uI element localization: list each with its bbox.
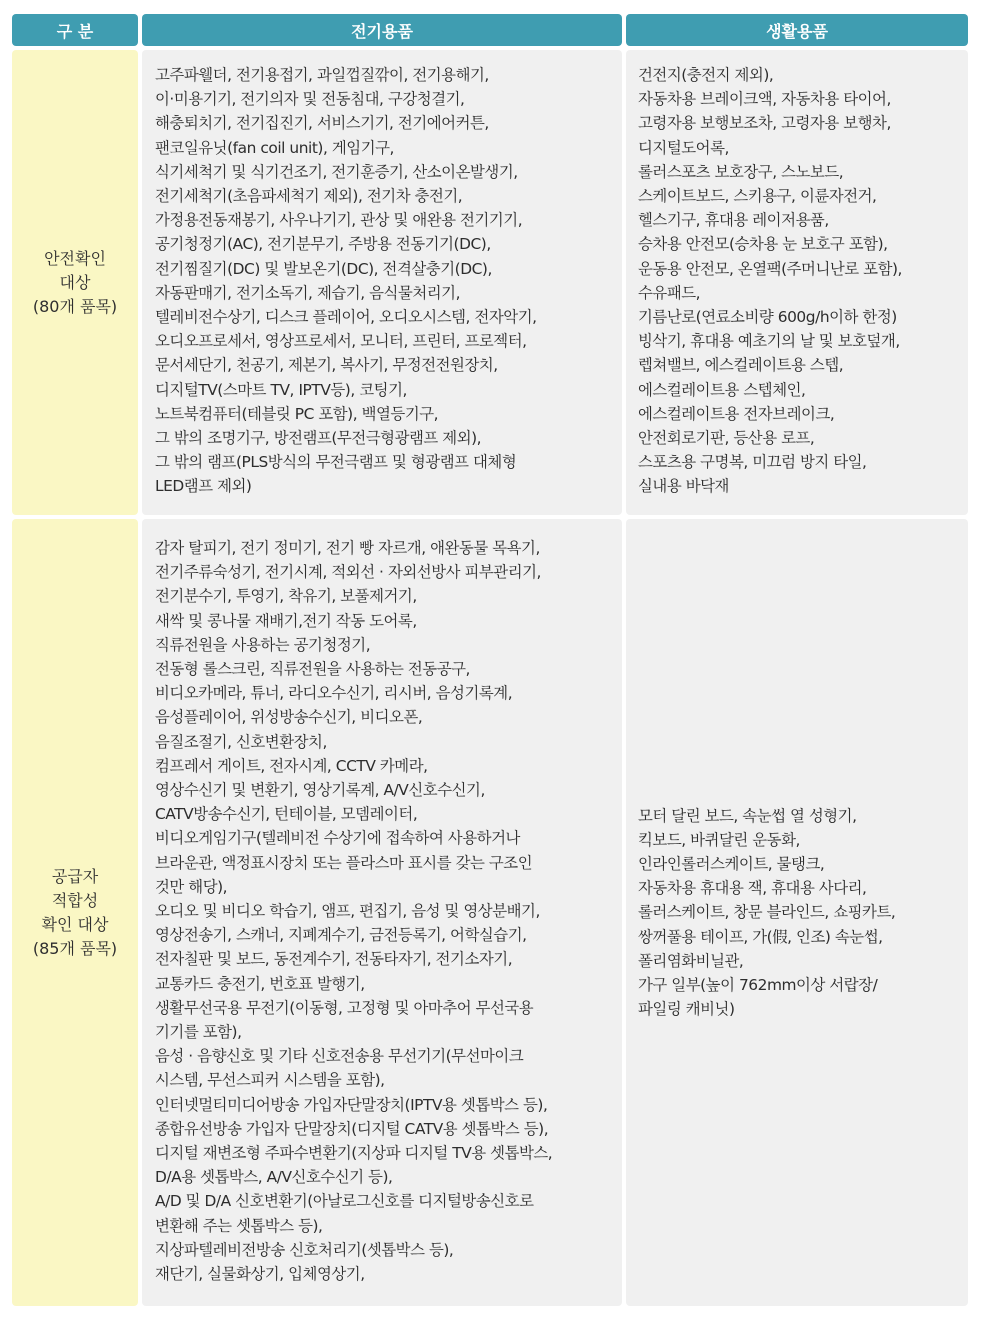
- electrical-item-line: 변환해 주는 셋톱박스 등),: [155, 1216, 323, 1235]
- living-item-line: 빙삭기, 휴대용 예초기의 날 및 보호덮개,: [638, 332, 900, 351]
- electrical-item-line: 고주파웰더, 전기용접기, 과일껍질깎이, 전기용해기,: [155, 66, 489, 84]
- living-item-line: 롤러스포츠 보호장구, 스노보드,: [638, 162, 844, 181]
- electrical-item-line: 컴프레서 게이트, 전자시계, CCTV 카메라,: [155, 756, 428, 775]
- electrical-item-line: 팬코일유닛(fan coil unit), 게임기구,: [155, 138, 394, 157]
- header-category: 구 분: [12, 14, 138, 46]
- electrical-item-line: 감자 탈피기, 전기 정미기, 전기 빵 자르개, 애완동물 목욕기,: [155, 539, 540, 557]
- electrical-item-line: CATV방송수신기, 턴테이블, 모뎀레이터,: [155, 805, 418, 824]
- electrical-item-line: 인터넷멀티미디어방송 가입자단말장치(IPTV용 셋톱박스 등),: [155, 1095, 548, 1114]
- electrical-item-line: 비디오카메라, 튜너, 라디오수신기, 리시버, 음성기록계,: [155, 684, 513, 703]
- electrical-item-line: 전자칠판 및 보드, 동전계수기, 전동타자기, 전기소자기,: [155, 950, 513, 969]
- electrical-item-line: 전기세척기(초음파세척기 제외), 전기차 충전기,: [155, 187, 463, 206]
- category-line: 확인 대상: [41, 914, 109, 934]
- electrical-item-line: 디지털 재변조형 주파수변환기(지상파 디지털 TV용 셋톱박스,: [155, 1144, 553, 1163]
- electrical-item-line: 브라운관, 액정표시장치 또는 플라스마 표시를 갖는 구조인: [155, 853, 533, 872]
- electrical-item-line: 음질조절기, 신호변환장치,: [155, 732, 327, 751]
- living-item-line: 킥보드, 바퀴달린 운동화,: [638, 830, 800, 849]
- safety-confirmation-electrical-list: [142, 50, 622, 515]
- product-category-table: [12, 14, 968, 1306]
- living-item-line: 자동차용 휴대용 잭, 휴대용 사다리,: [638, 879, 867, 898]
- electrical-item-line: 기기를 포함),: [155, 1023, 242, 1042]
- living-item-line: 렙쳐밸브, 에스컬레이트용 스텝,: [638, 356, 844, 375]
- living-item-line: 운동용 안전모, 온열팩(주머니난로 포함),: [638, 259, 902, 278]
- electrical-item-line: 문서세단기, 천공기, 제본기, 복사기, 무정전전원장치,: [155, 356, 498, 375]
- electrical-item-line: 디지털TV(스마트 TV, IPTV등), 코팅기,: [155, 380, 407, 399]
- living-item-line: 롤러스케이트, 창문 블라인드, 쇼핑카트,: [638, 903, 896, 922]
- living-item-line: 안전회로기판, 등산용 로프,: [638, 429, 815, 448]
- header-electrical-products: 전기용품: [142, 14, 622, 46]
- electrical-item-line: 텔레비전수상기, 디스크 플레이어, 오디오시스템, 전자악기,: [155, 308, 537, 327]
- living-item-line: 건전지(충전지 제외),: [638, 66, 774, 84]
- electrical-item-line: 비디오게임기구(텔레비전 수상기에 접속하여 사용하거나: [155, 829, 520, 848]
- electrical-item-line: 전기주류숙성기, 전기시계, 적외선 · 자외선방사 피부관리기,: [155, 563, 541, 582]
- supplier-conformity-electrical-list: [142, 519, 622, 1306]
- electrical-item-line: 시스템, 무선스피커 시스템을 포함),: [155, 1071, 385, 1090]
- category-line: 대상: [59, 272, 91, 292]
- living-item-line: 수유패드,: [638, 283, 701, 302]
- electrical-item-line: 음성플레이어, 위성방송수신기, 비디오폰,: [155, 708, 423, 727]
- living-item-line: 기름난로(연료소비량 600g/h이하 한정): [638, 308, 897, 327]
- living-item-line: 폴리염화비닐관,: [638, 951, 744, 970]
- living-item-line: 쌍꺼풀용 테이프, 가(假, 인조) 속눈썹,: [638, 927, 883, 946]
- living-item-line: 가구 일부(높이 762mm이상 서랍장/: [638, 976, 878, 994]
- electrical-item-line: 것만 해당),: [155, 877, 228, 896]
- category-supplier-conformity: [12, 519, 138, 1306]
- header-living-products: 생활용품: [626, 14, 968, 46]
- electrical-item-line: 직류전원을 사용하는 공기청정기,: [155, 635, 371, 654]
- electrical-item-line: D/A용 셋톱박스, A/V신호수신기 등),: [155, 1168, 393, 1187]
- living-item-line: 자동차용 브레이크액, 자동차용 타이어,: [638, 90, 891, 109]
- category-safety-confirmation: [12, 50, 138, 515]
- living-item-line: 승차용 안전모(승차용 눈 보호구 포함),: [638, 235, 888, 254]
- electrical-item-line: 오디오프로세서, 영상프로세서, 모니터, 프린터, 프로젝터,: [155, 332, 527, 351]
- electrical-item-line: 가정용전동재봉기, 사우나기기, 관상 및 애완용 전기기기,: [155, 211, 523, 230]
- electrical-item-line: 교통카드 충전기, 번호표 발행기,: [155, 974, 365, 993]
- living-item-line: 스포츠용 구명복, 미끄럼 방지 타일,: [638, 453, 867, 472]
- category-line: 공급자: [51, 866, 99, 886]
- category-line: (80개 품목): [32, 296, 118, 316]
- electrical-item-line: 노트북컴퓨터(테블릿 PC 포함), 백열등기구,: [155, 404, 439, 423]
- electrical-item-line: 전기찜질기(DC) 및 발보온기(DC), 전격살충기(DC),: [155, 259, 492, 278]
- living-item-line: 파일링 캐비닛): [638, 1000, 735, 1019]
- electrical-item-line: 공기청정기(AC), 전기분무기, 주방용 전동기기(DC),: [155, 235, 491, 254]
- safety-confirmation-living-list: [626, 50, 968, 515]
- living-item-line: 실내용 바닥재: [638, 477, 729, 496]
- electrical-item-line: 이·미용기기, 전기의자 및 전동침대, 구강청결기,: [155, 90, 465, 109]
- category-line: 안전확인: [44, 248, 106, 268]
- supplier-conformity-living-list: [626, 519, 968, 1306]
- living-item-line: 고령자용 보행보조차, 고령자용 보행차,: [638, 114, 891, 133]
- electrical-item-line: A/D 및 D/A 신호변환기(아날로그신호를 디지털방송신호로: [155, 1192, 534, 1211]
- electrical-item-line: 그 밖의 조명기구, 방전램프(무전극형광램프 제외),: [155, 429, 482, 448]
- electrical-item-line: 오디오 및 비디오 학습기, 앰프, 편집기, 음성 및 영상분배기,: [155, 902, 540, 921]
- living-item-line: 에스컬레이트용 전자브레이크,: [638, 404, 835, 423]
- living-item-line: 에스컬레이트용 스텝체인,: [638, 380, 806, 399]
- electrical-item-line: 영상수신기 및 변환기, 영상기록계, A/V신호수신기,: [155, 781, 485, 800]
- electrical-item-line: 전동형 롤스크린, 직류전원을 사용하는 전동공구,: [155, 660, 471, 679]
- living-item-line: 인라인롤러스케이트, 물탱크,: [638, 854, 825, 873]
- electrical-item-line: 영상전송기, 스캐너, 지폐계수기, 금전등록기, 어학실습기,: [155, 926, 527, 945]
- electrical-item-line: 해충퇴치기, 전기집진기, 서비스기기, 전기에어커튼,: [155, 114, 489, 133]
- living-item-line: 모터 달린 보드, 속눈썹 열 성형기,: [638, 806, 857, 825]
- electrical-item-line: 음성 · 음향신호 및 기타 신호전송용 무선기기(무선마이크: [155, 1047, 524, 1066]
- electrical-item-line: 생활무선국용 무전기(이동형, 고정형 및 아마추어 무선국용: [155, 998, 534, 1017]
- electrical-item-line: LED램프 제외): [155, 477, 252, 496]
- electrical-item-line: 새싹 및 콩나물 재배기,전기 작동 도어록,: [155, 611, 417, 630]
- electrical-item-line: 식기세척기 및 식기건조기, 전기훈증기, 산소이온발생기,: [155, 162, 518, 181]
- electrical-item-line: 그 밖의 램프(PLS방식의 무전극램프 및 형광램프 대체형: [155, 453, 517, 472]
- category-line: 적합성: [51, 890, 99, 910]
- living-item-line: 디지털도어록,: [638, 138, 729, 157]
- living-item-line: 헬스기구, 휴대용 레이저용품,: [638, 211, 829, 230]
- living-item-line: 스케이트보드, 스키용구, 이륜자전거,: [638, 187, 877, 206]
- electrical-item-line: 지상파텔레비전방송 신호처리기(셋톱박스 등),: [155, 1240, 454, 1259]
- electrical-item-line: 자동판매기, 전기소독기, 제습기, 음식물처리기,: [155, 283, 461, 302]
- electrical-item-line: 전기분수기, 투영기, 착유기, 보풀제거기,: [155, 587, 417, 606]
- category-line: (85개 품목): [32, 938, 118, 958]
- electrical-item-line: 종합유선방송 가입자 단말장치(디지털 CATV용 셋톱박스 등),: [155, 1119, 549, 1138]
- electrical-item-line: 재단기, 실물화상기, 입체영상기,: [155, 1265, 365, 1284]
